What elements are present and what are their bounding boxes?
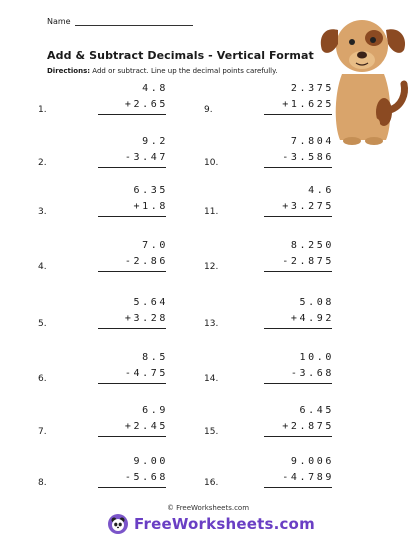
problem-bottom-row: [125, 152, 168, 163]
operator: +: [133, 201, 143, 212]
problem-top-number: 10.0: [299, 352, 334, 363]
problem-number: 5.: [38, 319, 47, 329]
problem-bottom-row: [291, 368, 334, 379]
page-title: Add & Subtract Decimals - Vertical Format: [47, 49, 314, 62]
problem-number: 3.: [38, 207, 47, 217]
operator: -: [124, 152, 134, 163]
problem-bottom-number: 2.65: [133, 99, 168, 110]
problem-bottom-row: [125, 256, 168, 267]
problem-11: [204, 185, 334, 233]
answer-line: [264, 487, 332, 488]
problem-bottom-number: 3.275: [290, 201, 334, 212]
problem-bottom-row: [125, 421, 168, 432]
problem-top-number: 6.35: [133, 185, 168, 196]
problem-number: 7.: [38, 427, 47, 437]
problem-2: [38, 136, 168, 184]
problem-number: 4.: [38, 262, 47, 272]
problem-top-number: 5.08: [299, 297, 334, 308]
problem-bottom-number: 1.8: [142, 201, 168, 212]
problem-6: [38, 352, 168, 400]
problem-bottom-row: [125, 472, 168, 483]
problem-top-number: 9.006: [290, 456, 334, 467]
problem-top-number: 9.2: [142, 136, 168, 147]
problem-bottom-row: [282, 256, 334, 267]
problem-bottom-row: [282, 472, 334, 483]
problem-10: [204, 136, 334, 184]
problem-number: 13.: [204, 319, 219, 329]
problem-bottom-number: 2.875: [290, 421, 334, 432]
problem-bottom-number: 4.75: [133, 368, 168, 379]
problem-bottom-row: [134, 201, 169, 212]
problem-number: 16.: [204, 478, 219, 488]
problem-number: 11.: [204, 207, 219, 217]
problem-bottom-row: [282, 201, 334, 212]
operator: -: [124, 472, 134, 483]
problem-4: [38, 240, 168, 288]
problem-1: [38, 83, 168, 131]
operator: -: [282, 152, 291, 163]
problem-bottom-number: 2.875: [290, 256, 334, 267]
dog-icon: [316, 8, 410, 146]
operator: +: [290, 313, 300, 324]
problem-top-number: 4.8: [142, 83, 168, 94]
directions-label: Directions:: [47, 67, 91, 75]
problem-bottom-row: [282, 152, 334, 163]
problem-bottom-number: 2.86: [133, 256, 168, 267]
operator: +: [282, 201, 291, 212]
answer-line: [264, 436, 332, 437]
operator: -: [282, 472, 291, 483]
problem-top-number: 5.64: [133, 297, 168, 308]
problem-bottom-row: [282, 421, 334, 432]
name-line[interactable]: [75, 16, 193, 26]
answer-line: [98, 167, 166, 168]
answer-line: [98, 383, 166, 384]
problem-top-number: 6.9: [142, 405, 168, 416]
problem-bottom-row: [125, 313, 168, 324]
problem-13: [204, 297, 334, 345]
problem-12: [204, 240, 334, 288]
name-row: [47, 16, 193, 26]
problem-bottom-number: 3.586: [290, 152, 334, 163]
answer-line: [98, 436, 166, 437]
problem-5: [38, 297, 168, 345]
problem-number: 9.: [204, 105, 213, 115]
directions: [47, 67, 277, 75]
problem-bottom-number: 4.92: [299, 313, 334, 324]
operator: +: [124, 313, 134, 324]
problem-top-number: 4.6: [308, 185, 334, 196]
problem-bottom-row: [125, 368, 168, 379]
name-label: Name: [47, 17, 71, 26]
answer-line: [264, 216, 332, 217]
operator: +: [282, 99, 291, 110]
answer-line: [98, 271, 166, 272]
operator: -: [124, 368, 134, 379]
operator: -: [282, 256, 291, 267]
problem-8: [38, 456, 168, 504]
problem-bottom-row: [291, 313, 334, 324]
problem-7: [38, 405, 168, 453]
problem-number: 2.: [38, 158, 47, 168]
problem-top-number: 2.375: [290, 83, 334, 94]
answer-line: [264, 383, 332, 384]
operator: +: [124, 421, 134, 432]
problem-16: [204, 456, 334, 504]
problem-bottom-row: [125, 99, 168, 110]
problem-15: [204, 405, 334, 453]
problem-14: [204, 352, 334, 400]
problem-number: 8.: [38, 478, 47, 488]
problem-bottom-number: 5.68: [133, 472, 168, 483]
answer-line: [264, 167, 332, 168]
problem-bottom-number: 3.28: [133, 313, 168, 324]
problem-top-number: 7.804: [290, 136, 334, 147]
problem-number: 10.: [204, 158, 219, 168]
problem-number: 6.: [38, 374, 47, 384]
problem-9: [204, 83, 334, 131]
problem-3: [38, 185, 168, 233]
operator: +: [124, 99, 134, 110]
problem-bottom-number: 3.47: [133, 152, 168, 163]
problem-top-number: 8.250: [290, 240, 334, 251]
brand-logo[interactable]: [108, 514, 315, 534]
operator: +: [282, 421, 291, 432]
copyright-text: © FreeWorksheets.com: [166, 504, 250, 512]
problem-number: 1.: [38, 105, 47, 115]
problem-bottom-number: 2.45: [133, 421, 168, 432]
problem-bottom-number: 3.68: [299, 368, 334, 379]
problem-number: 14.: [204, 374, 219, 384]
operator: -: [290, 368, 300, 379]
panda-icon: [108, 514, 128, 534]
problem-number: 15.: [204, 427, 219, 437]
answer-line: [264, 328, 332, 329]
answer-line: [98, 114, 166, 115]
answer-line: [98, 328, 166, 329]
problem-bottom-number: 1.625: [290, 99, 334, 110]
answer-line: [264, 271, 332, 272]
problem-top-number: 6.45: [299, 405, 334, 416]
problem-top-number: 8.5: [142, 352, 168, 363]
problem-top-number: 9.00: [133, 456, 168, 467]
directions-text: Add or subtract. Line up the decimal points carefully.: [90, 67, 278, 75]
problem-bottom-number: 4.789: [290, 472, 334, 483]
problem-number: 12.: [204, 262, 219, 272]
problem-top-number: 7.0: [142, 240, 168, 251]
answer-line: [98, 216, 166, 217]
answer-line: [98, 487, 166, 488]
brand-name: FreeWorksheets.com: [134, 515, 315, 533]
operator: -: [124, 256, 134, 267]
